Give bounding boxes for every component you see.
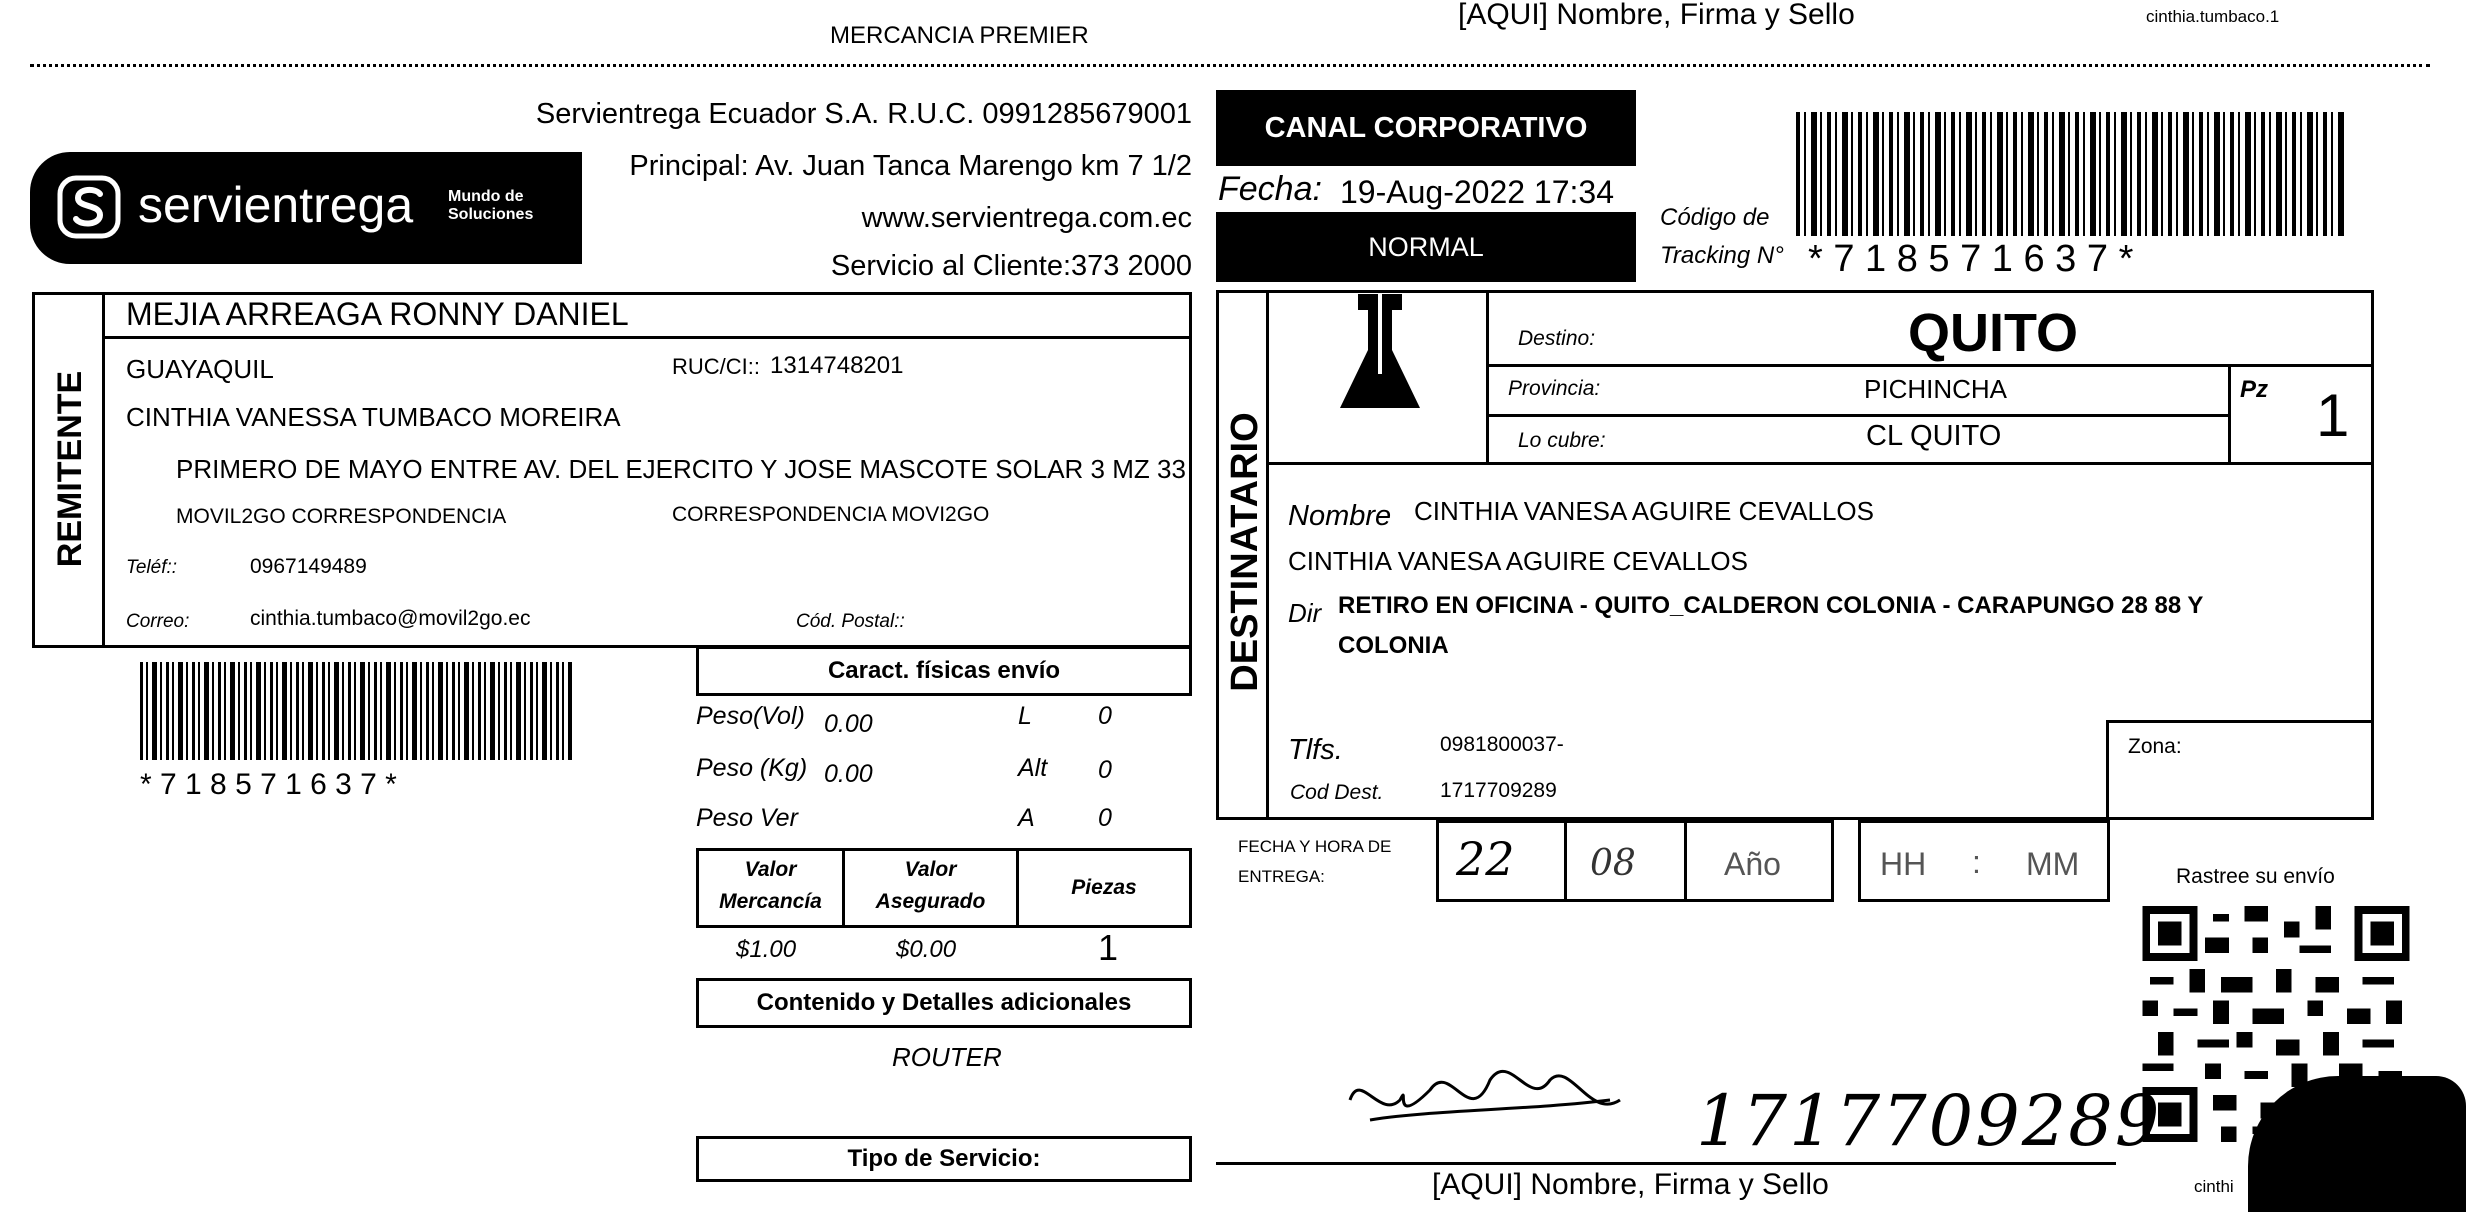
delivery-day: 22 (1456, 832, 1515, 886)
zona-label: Zona: (2128, 735, 2182, 758)
fecha-label: Fecha: (1218, 170, 1322, 208)
brand-tagline: Mundo de Soluciones (448, 188, 534, 223)
delivery-date-divider-2 (1684, 820, 1687, 902)
top-sign-label: [AQUI] Nombre, Firma y Sello (1458, 0, 1855, 31)
destinatario-divider (1266, 290, 1269, 820)
remitente-company-2: CORRESPONDENCIA MOVI2GO (672, 503, 990, 526)
destinatario-side-label: DESTINATARIO (1224, 412, 1266, 692)
peso-kg-value: 0.00 (824, 760, 873, 788)
nombre-line-2: CINTHIA VANESA AGUIRE CEVALLOS (1288, 546, 1748, 576)
cubre-label: Lo cubre: (1518, 429, 1606, 452)
delivery-hh: HH (1880, 846, 1927, 882)
brand-name: servientrega (138, 177, 414, 233)
valor-asegurado-header-2: Asegurado (875, 890, 986, 913)
remitente-divider (102, 292, 105, 648)
remitente-phone: 0967149489 (250, 555, 367, 578)
remitente-postal-label: Cód. Postal:: (796, 611, 905, 632)
a-label: A (1018, 804, 1035, 832)
service-type-title (696, 1136, 1192, 1182)
pz-cell-divider (2228, 364, 2231, 464)
a-value: 0 (1098, 804, 1112, 832)
delivery-mm: MM (2026, 846, 2080, 882)
remitente-side-label: REMITENTE (51, 370, 89, 568)
provincia-value: PICHINCHA (1864, 374, 2008, 404)
remitente-name-underline (102, 336, 1192, 339)
destino-row-divider-3 (1269, 462, 2374, 465)
destino-row-divider-2 (1486, 414, 2230, 417)
destino-label: Destino: (1518, 327, 1596, 350)
top-label: MERCANCIA PREMIER (830, 22, 1089, 49)
valor-mercancia-header (699, 854, 842, 918)
signature-line (1216, 1162, 2116, 1165)
piezas-header: Piezas (1071, 876, 1137, 899)
dir-label: Dir (1288, 598, 1322, 628)
remitente-email-label: Correo: (126, 611, 190, 632)
perforation-line (30, 64, 2430, 67)
remitente-name: MEJIA ARREAGA RONNY DANIEL (126, 296, 629, 332)
rastree-label: Rastree su envío (2176, 865, 2335, 888)
contents-title (696, 978, 1192, 1028)
dir-line-1: RETIRO EN OFICINA - QUITO_CALDERON COLONIA - CARAPUNGO 28 88 Y (1338, 592, 2204, 619)
pz-label: Pz (2240, 376, 2269, 403)
valor-asegurado-value: $0.00 (896, 936, 957, 963)
remitente-email: cinthia.tumbaco@movil2go.ec (250, 607, 531, 630)
destino-cell-divider (1486, 290, 1489, 464)
company-line-2: Principal: Av. Juan Tanca Marengo km 7 1/2 (629, 150, 1192, 182)
company-service-phone: Servicio al Cliente:373 2000 (830, 250, 1192, 282)
nombre-value: CINTHIA VANESA AGUIRE CEVALLOS (1414, 496, 1874, 526)
remitente-ruc-value: 1314748201 (770, 352, 904, 379)
peso-ver-label: Peso Ver (696, 804, 798, 832)
alt-value: 0 (1098, 756, 1112, 784)
l-value: 0 (1098, 702, 1112, 730)
tracking-label-2: Tracking N° (1660, 242, 1784, 269)
tracking-label-1: Código de (1660, 204, 1770, 231)
thumb-occlusion (2248, 1076, 2466, 1212)
remitente-company-1: MOVIL2GO CORRESPONDENCIA (176, 505, 507, 528)
peso-vol-value: 0.00 (824, 710, 873, 738)
servientrega-tower-icon (1320, 290, 1440, 414)
small-barcode (140, 662, 572, 760)
valor-asegurado-header (845, 854, 1016, 918)
valor-mercancia-header-1: Valor (744, 858, 797, 881)
delivery-year: Año (1724, 846, 1781, 882)
handwritten-signature (1330, 1040, 1640, 1150)
channel-badge: CANAL CORPORATIVO (1216, 90, 1636, 166)
top-user: cinthia.tumbaco.1 (2146, 7, 2280, 26)
servientrega-s-icon (56, 174, 122, 240)
bottom-sign-label: [AQUI] Nombre, Firma y Sello (1432, 1168, 1829, 1201)
tracking-number: * 7 1 8 5 7 1 6 3 7 * (1808, 238, 2134, 280)
valor-mercancia-value: $1.00 (736, 936, 797, 963)
destino-row-divider-1 (1486, 364, 2374, 367)
delivery-label-2: ENTREGA: (1238, 867, 1325, 886)
remitente-ruc-label: RUC/CI:: (672, 354, 760, 379)
pz-value: 1 (2316, 382, 2350, 449)
remitente-contact: CINTHIA VANESSA TUMBACO MOREIRA (126, 402, 621, 432)
delivery-date-divider-1 (1564, 820, 1567, 902)
bottom-user: cinthi (2194, 1177, 2234, 1196)
servientrega-logo (30, 152, 582, 264)
cod-label: Cod Dest. (1290, 781, 1384, 804)
peso-kg-label: Peso (Kg) (696, 754, 808, 782)
l-label: L (1018, 702, 1032, 730)
contents-value: ROUTER (892, 1042, 1002, 1072)
dir-line-2: COLONIA (1338, 632, 1449, 659)
valor-mercancia-header-2: Mercancía (719, 890, 822, 913)
service-type-badge: NORMAL (1216, 212, 1636, 282)
company-line-1: Servientrega Ecuador S.A. R.U.C. 0991285679001 (535, 98, 1192, 130)
small-barcode-number: * 7 1 8 5 7 1 6 3 7 * (140, 768, 397, 801)
valor-asegurado-header-1: Valor (904, 858, 957, 881)
physical-title-text: Caract. físicas envío (827, 657, 1061, 684)
tlf-value: 0981800037- (1440, 733, 1564, 756)
remitente-address: PRIMERO DE MAYO ENTRE AV. DEL EJERCITO Y JOSE MASCOTE SOLAR 3 MZ 33 (176, 454, 1186, 484)
delivery-sep: : (1972, 844, 1981, 880)
fecha-value: 19-Aug-2022 17:34 (1340, 174, 1614, 210)
service-type-title-text: Tipo de Servicio: (847, 1145, 1041, 1172)
contents-title-text: Contenido y Detalles adicionales (756, 989, 1132, 1016)
cod-value: 1717709289 (1440, 779, 1557, 802)
physical-title (696, 646, 1192, 696)
provincia-label: Provincia: (1508, 377, 1601, 400)
remitente-city: GUAYAQUIL (126, 354, 274, 384)
cubre-value: CL QUITO (1866, 420, 2002, 452)
tlf-label: Tlfs. (1288, 734, 1343, 766)
tracking-barcode (1796, 112, 2346, 236)
nombre-label: Nombre (1288, 500, 1392, 532)
peso-vol-label: Peso(Vol) (696, 702, 805, 730)
delivery-label-1: FECHA Y HORA DE (1238, 837, 1392, 856)
alt-label: Alt (1018, 754, 1048, 782)
delivery-month: 08 (1590, 843, 1636, 884)
piezas-value: 1 (1098, 927, 1119, 968)
company-website: www.servientrega.com.ec (861, 202, 1192, 234)
destino-value: QUITO (1908, 303, 2079, 363)
remitente-phone-label: Teléf:: (126, 557, 178, 578)
handwritten-id: 1717709289 (1696, 1080, 2162, 1162)
